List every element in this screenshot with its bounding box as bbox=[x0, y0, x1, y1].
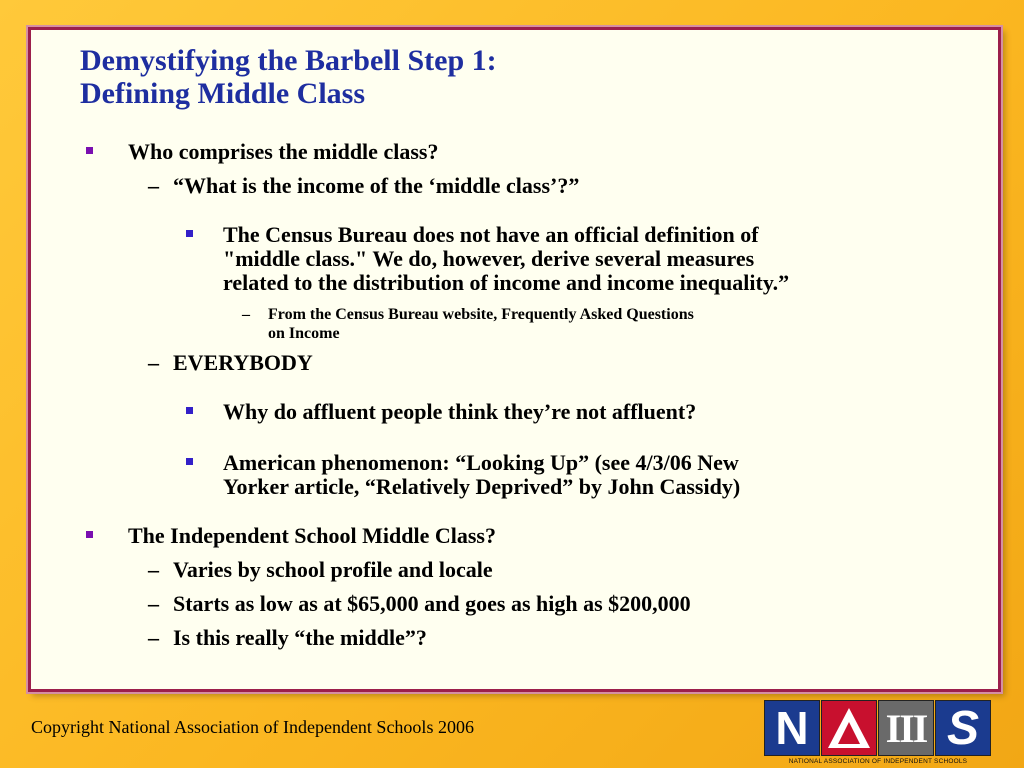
logo-s-letter: S bbox=[946, 701, 979, 755]
sub-bullet-everybody: EVERYBODY bbox=[173, 350, 313, 375]
logo-iii-tile bbox=[878, 700, 934, 756]
sub-bullet-income-question: “What is the income of the ‘middle class’?” bbox=[173, 173, 580, 198]
title-line-1: Demystifying the Barbell Step 1: bbox=[80, 44, 497, 77]
bullet-independent-school: The Independent School Middle Class? bbox=[128, 523, 496, 548]
title-line-2: Defining Middle Class bbox=[80, 77, 366, 110]
square-bullet-icon bbox=[86, 531, 93, 538]
census-source-line-1: From the Census Bureau website, Frequently Asked Questions bbox=[268, 306, 694, 323]
sub-bullet-varies: Varies by school profile and locale bbox=[173, 557, 493, 582]
slide-title bbox=[80, 44, 497, 110]
sub-bullet-range: Starts as low as at $65,000 and goes as high as $200,000 bbox=[173, 591, 691, 616]
square-bullet-icon bbox=[186, 230, 193, 237]
dash-bullet-icon: – bbox=[148, 557, 159, 582]
census-quote-line-1: The Census Bureau does not have an official definition of bbox=[223, 222, 759, 247]
logo-n-tile bbox=[764, 700, 820, 756]
logo-iii-letters: III bbox=[885, 705, 927, 751]
looking-up-line-1: American phenomenon: “Looking Up” (see 4/3/06 New bbox=[223, 450, 739, 475]
logo-caption: NATIONAL ASSOCIATION OF INDEPENDENT SCHOOLS bbox=[788, 758, 968, 765]
logo-a-tile bbox=[821, 700, 877, 756]
census-quote-line-3: related to the distribution of income and income inequality.” bbox=[223, 270, 790, 295]
logo-s-tile bbox=[935, 700, 991, 756]
dash-bullet-icon: – bbox=[148, 591, 159, 616]
sub-bullet-middle-question: Is this really “the middle”? bbox=[173, 625, 427, 650]
square-bullet-icon bbox=[86, 147, 93, 154]
dash-bullet-icon: – bbox=[148, 625, 159, 650]
square-bullet-icon bbox=[186, 407, 193, 414]
triangle-icon bbox=[826, 706, 872, 750]
nais-logo bbox=[764, 700, 992, 764]
census-quote-line-2: "middle class." We do, however, derive several measures bbox=[223, 246, 755, 271]
census-source-line-2: on Income bbox=[268, 325, 340, 342]
copyright-footer: Copyright National Association of Independent Schools 2006 bbox=[31, 717, 474, 737]
dash-bullet-icon: – bbox=[148, 350, 159, 375]
affluent-question: Why do affluent people think they’re not affluent? bbox=[223, 399, 697, 424]
bullet-who-comprises: Who comprises the middle class? bbox=[128, 139, 439, 164]
square-bullet-icon bbox=[186, 458, 193, 465]
dash-bullet-icon: – bbox=[242, 306, 250, 323]
looking-up-line-2: Yorker article, “Relatively Deprived” by John Cassidy) bbox=[223, 474, 741, 499]
dash-bullet-icon: – bbox=[148, 173, 159, 198]
logo-n-letter: N bbox=[775, 702, 809, 754]
